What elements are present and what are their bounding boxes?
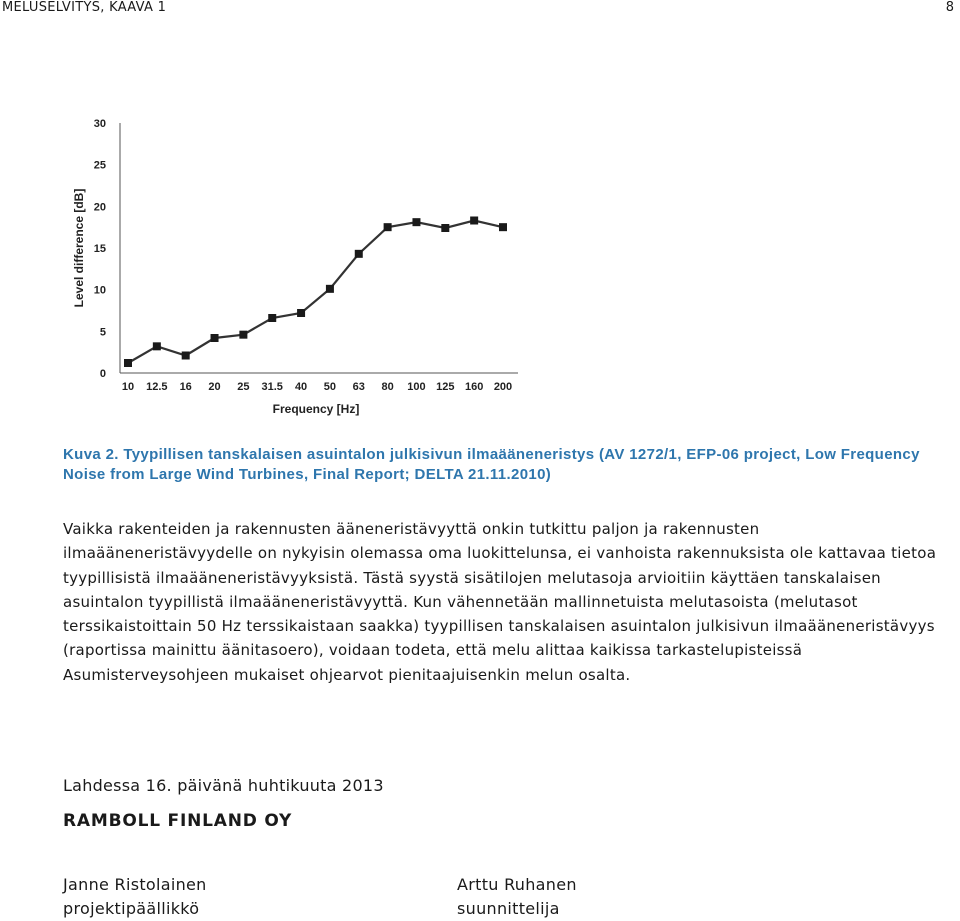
x-tick-label: 12.5 [146, 381, 168, 393]
data-point [268, 314, 276, 322]
x-tick-label: 31.5 [261, 381, 283, 393]
x-tick-label: 16 [179, 381, 192, 393]
data-point [470, 217, 478, 225]
body-paragraph-block [63, 517, 948, 687]
data-point [441, 224, 449, 232]
signatory-2 [457, 873, 577, 921]
x-tick-label: 25 [237, 381, 250, 393]
signatory-2-title: suunnittelija [457, 899, 560, 918]
series-line [128, 221, 503, 364]
signatory-2-name: Arttu Ruhanen [457, 875, 577, 894]
data-point [153, 342, 161, 350]
signatory-1-name: Janne Ristolainen [63, 875, 207, 894]
y-tick-label: 20 [93, 201, 106, 214]
x-tick-label: 63 [352, 381, 365, 393]
x-axis-label: Frequency [Hz] [272, 402, 360, 416]
x-tick-label: 40 [294, 381, 308, 393]
data-point [326, 285, 334, 293]
x-tick-label: 50 [323, 381, 337, 393]
data-point [182, 352, 190, 360]
data-point [124, 359, 132, 367]
x-tick-label: 100 [407, 381, 426, 393]
data-point [384, 223, 392, 231]
figure-caption: Kuva 2. Tyypillisen tanskalaisen asuintalon julkisivun ilmaääneneristys (AV 1272/1, EFP-06 project, Low Frequency Noise from Large Wind Turbines, Final Report; DELTA 21.11.2010) [63, 446, 920, 483]
x-tick-label: 200 [493, 381, 513, 393]
x-tick-label: 80 [381, 381, 394, 393]
y-tick-label: 25 [93, 159, 106, 172]
x-tick-label: 160 [464, 381, 484, 393]
company-name: RAMBOLL FINLAND OY [63, 811, 293, 831]
data-point [211, 334, 219, 342]
signoff-date: Lahdessa 16. päivänä huhtikuuta 2013 [63, 776, 384, 795]
data-point [355, 250, 363, 258]
signatory-1-title: projektipäällikkö [63, 899, 200, 918]
body-paragraph: Vaikka rakenteiden ja rakennusten ääneneristävyyttä onkin tutkittu paljon ja rakennusten ilmaääneneristävyydelle on nykyisin olemassa oma luokittelunsa, ei vanhoista rakennuksista ole kattavaa tietoa tyypillisistä ilmaääneneristävyyksistä. Tästä syystä sisätilojen melutasoja arvioitiin käyttäen tanskalaisen asuintalon tyypillistä ilmaääneneristävyyttä. Kun vähennetään mallinnetuista melutasoista (melutasot terssikaistoittain 50 Hz terssikaistaan saakka) tyypillisen tanskalaisen asuintalon julkisivun ilmaääneneristävyys (raportissa mainittu äänitasoero), voidaan todeta, että melu alittaa kaikissa tarkastelupisteissä Asumisterveysohjeen mukaiset ohjearvot pienitaajuisenkin melun osalta. [63, 520, 937, 684]
signatory-1 [63, 873, 207, 921]
data-point [297, 309, 305, 317]
y-tick-label: 15 [93, 243, 106, 255]
y-tick-label: 10 [93, 284, 106, 297]
x-tick-label: 10 [121, 381, 135, 393]
data-point [239, 331, 247, 339]
level-difference-chart [60, 105, 530, 425]
page-number: 8 [945, 0, 954, 15]
y-tick-label: 30 [93, 118, 106, 130]
document-header-title: MELUSELVITYS, KAAVA 1 [2, 0, 167, 15]
y-tick-label: 5 [99, 326, 106, 339]
x-tick-label: 125 [436, 381, 455, 393]
y-tick-label: 0 [99, 368, 106, 380]
data-point [499, 223, 507, 231]
y-axis-label: Level difference [dB] [72, 188, 86, 308]
x-tick-label: 20 [208, 381, 221, 393]
data-point [412, 218, 420, 226]
